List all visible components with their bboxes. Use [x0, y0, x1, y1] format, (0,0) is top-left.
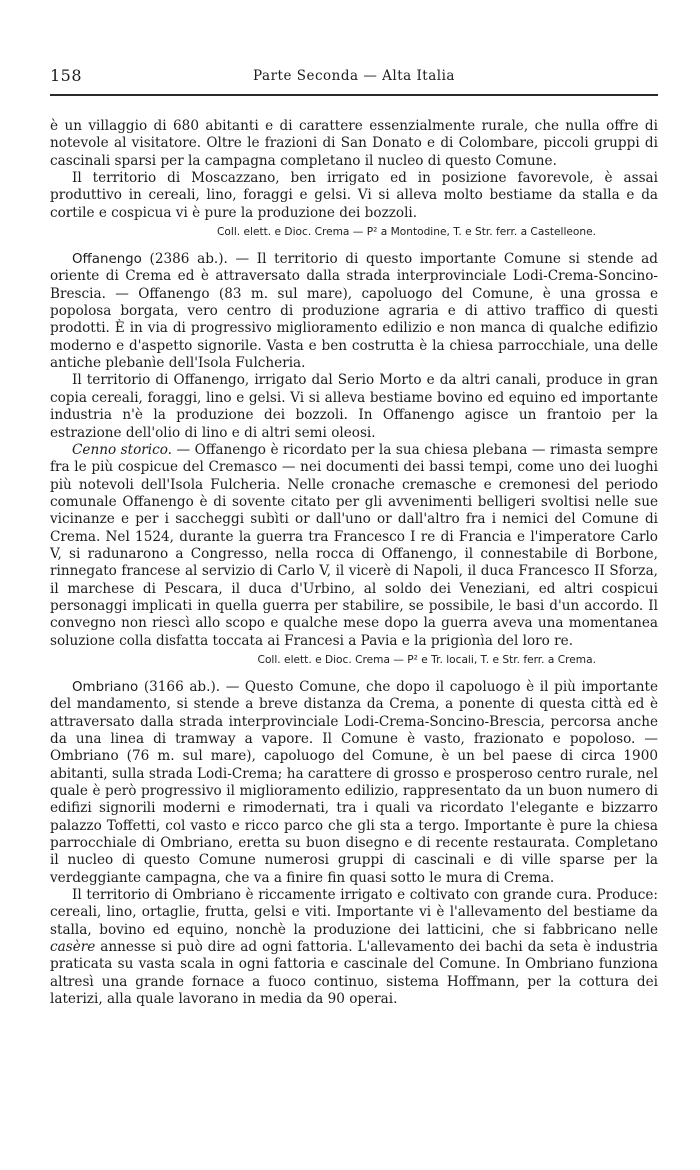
paragraph-ombriano-territory: [50, 887, 658, 1008]
history-heading: Cenno storico.: [72, 441, 173, 458]
note-text: Coll. elett. e Dioc. Crema — P² a Montodine, T. e Str. ferr. a Castelleone.: [217, 226, 596, 239]
admin-note-offanengo: [50, 652, 658, 669]
paragraph-text: Il territorio di Offanengo, irrigato dal Serio Morto e da altri canali, produce in gran copia cereali, foraggi, lino e gelsi. Vi si alleva bestiame bovino ed equino ed importante industria n'è la produzione dei bozzoli. In Offanengo agisce un frantoio per la estrazione dell'olio di lino e di altri semi oleosi.: [50, 372, 658, 441]
paragraph-text: (2386 ab.). — Il territorio di questo importante Comune si stende ad oriente di Crema ed è attraversato dalla strada interprovinciale Lodi-Crema-Soncino-Brescia. — Offanengo (83 m. sul mare), capoluogo del Comune, è una grossa e popolosa borgata, vero centro di produzione agraria e di attivo traffico di questi prodotti. È in via di progressivo miglioramento edilizio e non manca di qualche edifizio moderno e d'aspetto signorile. Vasta e ben costrutta è la chiesa parrocchiale, una delle antiche plebanìe dell'Isola Fulcheria.: [50, 251, 658, 372]
paragraph-offanengo-territory: [50, 372, 658, 441]
paragraph-text: (3166 ab.). — Questo Comune, che dopo il capoluogo è il più importante del mandamento, si stende a breve distanza da Crema, a ponente di questa città ed è attraversato dalla strada interprovinciale Lodi-Crema-Soncino-Brescia, percorsa anche da una linea di tramway a vapore. Il Comune è vasto, frazionato e popoloso. — Ombriano (76 m. sul mare), capoluogo del Comune, è un bel paese di circa 1900 abitanti, sulla strada Lodi-Crema; ha carattere di grosso e prosperoso centro rurale, nel quale è però progressivo il miglioramento edilizio, rappresentato da un buon numero di edifizi signorili moderni e rimodernati, tra i quali va ricordato l'elegante e bizzarro palazzo Toffetti, col vasto e ricco parco che gli sta a tergo. Importante è pure la chiesa parrocchiale di Ombriano, eretta su buon disegno e di recente restaurata. Completano il nucleo di questo Comune numerosi gruppi di cascinali e di ville sparse per la verdeggiante campagna, che va a finire fin quasi sotto le mura di Crema.: [50, 678, 658, 886]
running-title: Parte Seconda — Alta Italia: [253, 68, 455, 84]
italic-term: casère: [50, 939, 96, 956]
admin-note-moscazzano: [50, 224, 658, 241]
paragraph-moscazzano-territory: [50, 170, 658, 222]
paragraph-offanengo-history: [50, 442, 658, 650]
paragraph-offanengo: [50, 251, 658, 372]
paragraph-text: Il territorio di Ombriano è riccamente irrigato e coltivato con grande cura. Produce: cereali, lino, ortaglie, frutta, gelsi e viti. Importante vi è l'allevamento del bestiame da stalla, bovino ed equino, nonchè la produzione dei latticini, che si fabbricano nelle: [50, 887, 658, 938]
page-header: [50, 64, 658, 94]
entry-title-ombriano: Ombriano: [72, 679, 139, 695]
paragraph-ombriano: [50, 679, 658, 887]
paragraph-moscazzano-intro: [50, 118, 658, 170]
paragraph-text: annesse si può dire ad ogni fattoria. L'allevamento dei bachi da seta è industria praticata su vasta scala in ogni fattoria e cascinale del Comune. In Ombriano funziona altresì una grande fornace a fuoco continuo, sistema Hoffmann, per la cottura dei laterizi, alla quale lavorano in media da 90 operai.: [50, 939, 658, 1008]
page-body: [50, 118, 658, 1009]
header-rule: [50, 94, 658, 96]
note-text: Coll. elett. e Dioc. Crema — P² e Tr. locali, T. e Str. ferr. a Crema.: [257, 653, 596, 666]
page: [50, 64, 658, 1009]
paragraph-text: è un villaggio di 680 abitanti e di carattere essenzialmente rurale, che nulla offre di notevole al visitatore. Oltre le frazioni di San Donato e di Colombare, piccoli gruppi di cascinali sparsi per la campagna completano il nucleo di questo Comune.: [50, 118, 658, 169]
entry-title-offanengo: Offanengo: [72, 252, 142, 268]
paragraph-text: — Offanengo è ricordato per la sua chiesa plebana — rimasta sempre fra le più cospicue del Cremasco — nei documenti dei bassi tempi, come uno dei luoghi più notevoli dell'Isola Fulcheria. Nelle cronache cremasche e cremonesi del periodo comunale Offanengo è di sovente citato per gli avvenimenti belligeri svoltisi nelle sue vicinanze e per i saccheggi subìti or dall'uno or dall'altro fra i nemici del Comune di Crema. Nel 1524, durante la guerra tra Francesco I re di Francia e l'imperatore Carlo V, si radunarono a Congresso, nella rocca di Offanengo, il connestabile di Borbone, rinnegato francese al servizio di Carlo V, il vicerè di Napoli, il duca Francesco II Sforza, il marchese di Pescara, il duca d'Urbino, al soldo dei Veneziani, ed altri cospicui personaggi implicati in quella guerra per stabilire, se possibile, le basi d'un accordo. Il convegno non riescì allo scopo e qualche mese dopo la guerra aveva una momentanea soluzione colla disfatta toccata ai Francesi a Pavia e la prigionìa del loro re.: [50, 441, 659, 649]
page-number: 158: [50, 66, 83, 85]
paragraph-text: Il territorio di Moscazzano, ben irrigato ed in posizione favorevole, è assai produttivo in cereali, lino, foraggi e gelsi. Vi si alleva molto bestiame da stalla e da cortile e cospicua vi è pure la produzione dei bozzoli.: [50, 170, 658, 221]
